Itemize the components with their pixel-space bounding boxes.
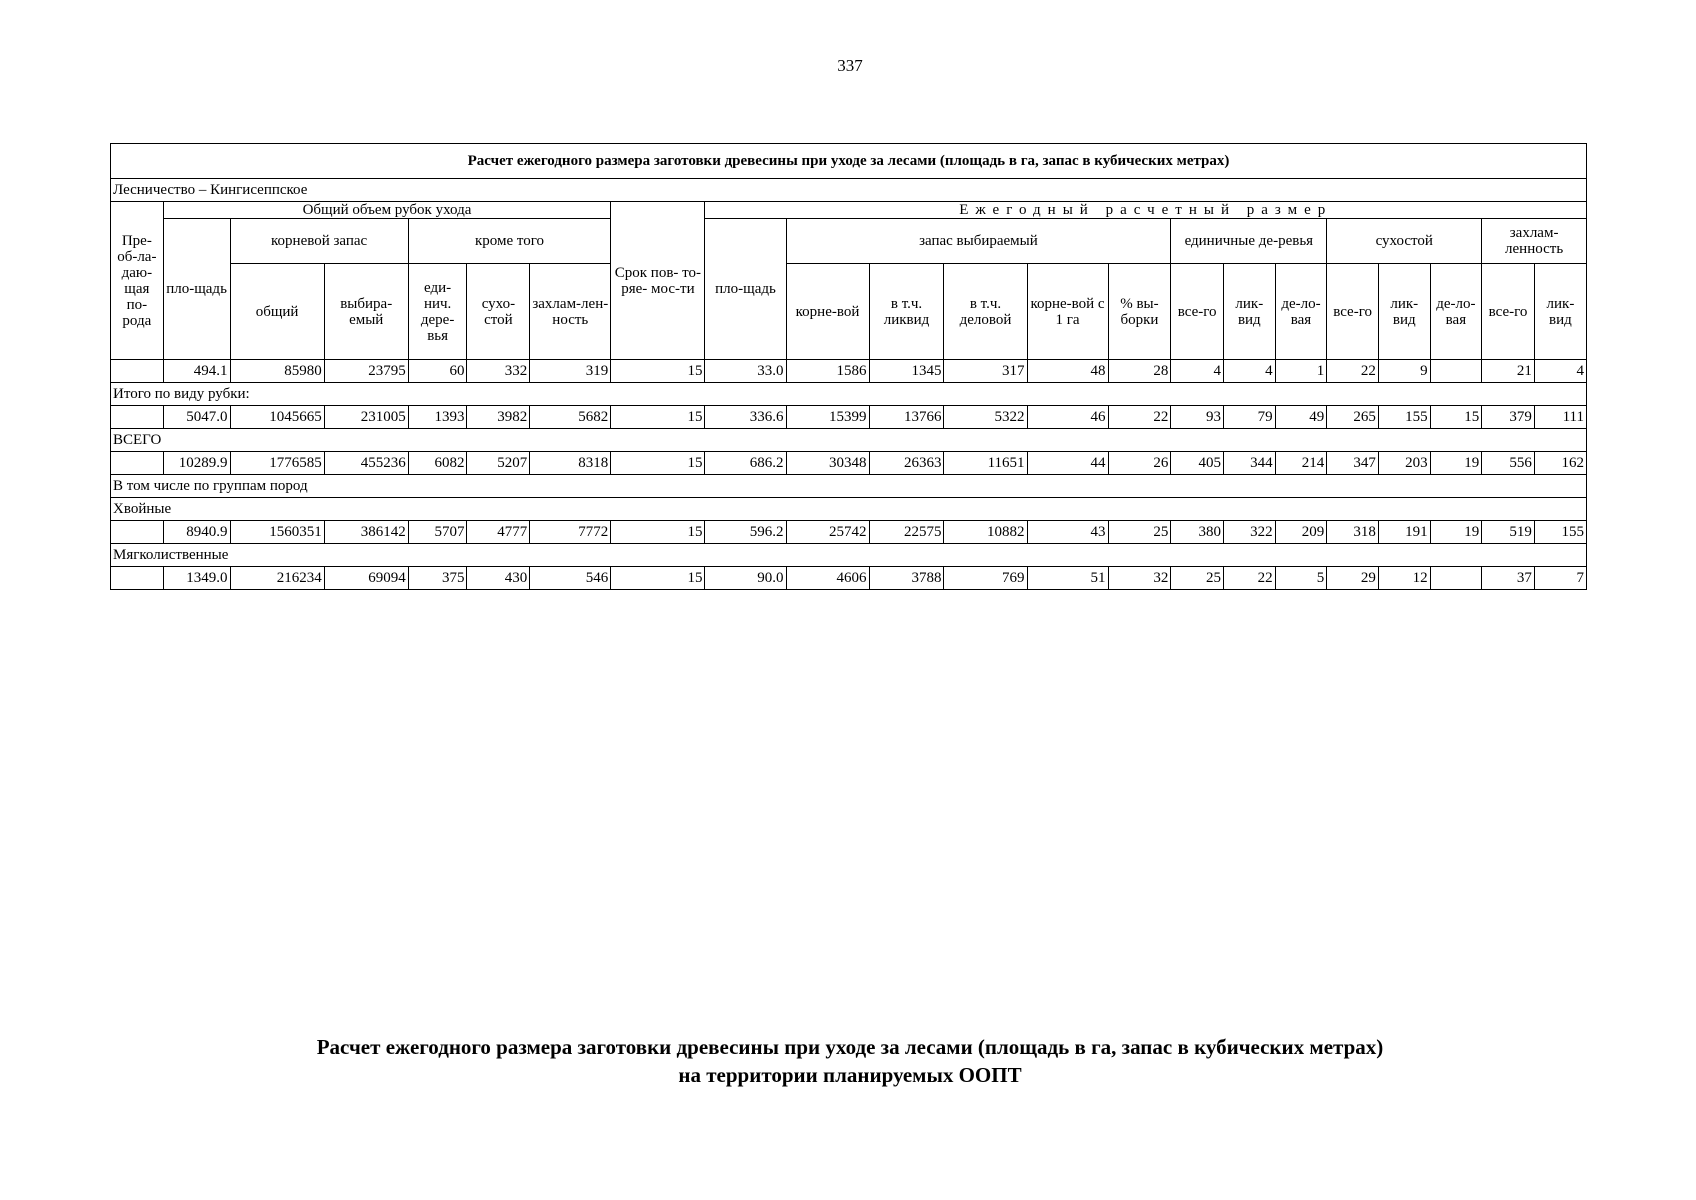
table-cell: 90.0 <box>705 567 786 590</box>
table-cell: 1345 <box>869 360 944 383</box>
forestry-name: Лесничество – Кингисеппское <box>111 179 1587 202</box>
table-cell: 15 <box>611 452 705 475</box>
header-deadwood: сухо-стой <box>467 264 530 360</box>
table-cell: 9 <box>1378 360 1430 383</box>
table-cell: 214 <box>1275 452 1327 475</box>
table-cell: 29 <box>1327 567 1379 590</box>
header-litter: захлам-лен-ность <box>530 264 611 360</box>
table-cell: 33.0 <box>705 360 786 383</box>
table-cell: 5047.0 <box>163 406 230 429</box>
table-cell <box>111 406 164 429</box>
table-cell: 203 <box>1378 452 1430 475</box>
table-cell: 15 <box>611 567 705 590</box>
table-cell: 43 <box>1027 521 1108 544</box>
caption-line-1: Расчет ежегодного размера заготовки древесины при уходе за лесами (площадь в га, запас в кубических метрах) <box>316 1035 1384 1059</box>
table-cell: 347 <box>1327 452 1379 475</box>
section-label: Мягколиственные <box>111 544 1587 567</box>
table-cell: 4 <box>1224 360 1276 383</box>
table-row <box>111 567 1587 590</box>
table-cell: 386142 <box>324 521 408 544</box>
header-pct-selection: % вы-борки <box>1108 264 1171 360</box>
table-cell: 8940.9 <box>163 521 230 544</box>
table-cell: 319 <box>530 360 611 383</box>
table-cell: 22575 <box>869 521 944 544</box>
table-cell: 15 <box>611 406 705 429</box>
table-cell: 22 <box>1224 567 1276 590</box>
table-cell: 25 <box>1171 567 1224 590</box>
table-cell: 494.1 <box>163 360 230 383</box>
table-cell: 3788 <box>869 567 944 590</box>
table-cell: 455236 <box>324 452 408 475</box>
table-cell: 13766 <box>869 406 944 429</box>
table-cell: 5322 <box>944 406 1027 429</box>
table-cell: 1586 <box>786 360 869 383</box>
table-cell: 379 <box>1482 406 1535 429</box>
table-cell: 60 <box>408 360 467 383</box>
table-cell: 162 <box>1534 452 1586 475</box>
table-cell: 344 <box>1224 452 1276 475</box>
table-cell: 322 <box>1224 521 1276 544</box>
table-cell: 28 <box>1108 360 1171 383</box>
table-cell: 317 <box>944 360 1027 383</box>
header-single-trees: еди-нич. дере-вья <box>408 264 467 360</box>
table-cell: 85980 <box>230 360 324 383</box>
table-cell: 11651 <box>944 452 1027 475</box>
table-cell: 1 <box>1275 360 1327 383</box>
table-cell: 380 <box>1171 521 1224 544</box>
header-litter-liquid: лик-вид <box>1534 264 1586 360</box>
table-cell: 596.2 <box>705 521 786 544</box>
header-total-volume: Общий объем рубок ухода <box>163 202 611 219</box>
table-cell: 79 <box>1224 406 1276 429</box>
section-label: Итого по виду рубки: <box>111 383 1587 406</box>
header-litter-group: захлам-ленность <box>1482 219 1587 264</box>
table-cell <box>111 521 164 544</box>
table-cell: 25 <box>1108 521 1171 544</box>
header-repeat-period: Срок пов- то-ряе- мос-ти <box>611 202 705 360</box>
table-cell: 37 <box>1482 567 1535 590</box>
table-cell: 93 <box>1171 406 1224 429</box>
table-cell: 265 <box>1327 406 1379 429</box>
table-cell: 4777 <box>467 521 530 544</box>
table-cell: 430 <box>467 567 530 590</box>
table-cell: 26363 <box>869 452 944 475</box>
table-cell: 48 <box>1027 360 1108 383</box>
table-cell: 519 <box>1482 521 1535 544</box>
table-cell: 1045665 <box>230 406 324 429</box>
table-cell <box>1430 567 1482 590</box>
header-except: кроме того <box>408 219 611 264</box>
table-cell: 155 <box>1378 406 1430 429</box>
page-number: 337 <box>837 56 863 75</box>
table-cell: 22 <box>1327 360 1379 383</box>
table-cell: 10289.9 <box>163 452 230 475</box>
table-cell: 5207 <box>467 452 530 475</box>
table-cell: 4606 <box>786 567 869 590</box>
table-cell: 318 <box>1327 521 1379 544</box>
table-cell: 111 <box>1534 406 1586 429</box>
table-cell: 22 <box>1108 406 1171 429</box>
table-cell: 44 <box>1027 452 1108 475</box>
header-area: пло-щадь <box>163 219 230 360</box>
table-cell: 375 <box>408 567 467 590</box>
table-cell: 5707 <box>408 521 467 544</box>
table-cell: 15 <box>611 521 705 544</box>
table-row <box>111 452 1587 475</box>
table-cell: 546 <box>530 567 611 590</box>
header-single-all: все-го <box>1171 264 1224 360</box>
table-cell <box>111 452 164 475</box>
caption-line-2: на территории планируемых ООПТ <box>678 1063 1022 1087</box>
table-cell: 155 <box>1534 521 1586 544</box>
header-incl-liquid: в т.ч. ликвид <box>869 264 944 360</box>
table-cell: 191 <box>1378 521 1430 544</box>
table-cell: 46 <box>1027 406 1108 429</box>
table-cell: 21 <box>1482 360 1535 383</box>
header-annual-area: пло-щадь <box>705 219 786 360</box>
table-cell: 405 <box>1171 452 1224 475</box>
table-cell: 26 <box>1108 452 1171 475</box>
header-deadwood-group: сухостой <box>1327 219 1482 264</box>
section-label: ВСЕГО <box>111 429 1587 452</box>
header-annual-size: Ежегодный расчетный размер <box>705 202 1587 219</box>
table-cell: 1393 <box>408 406 467 429</box>
table-row <box>111 360 1587 383</box>
table-cell: 5 <box>1275 567 1327 590</box>
table-cell: 51 <box>1027 567 1108 590</box>
table-cell: 332 <box>467 360 530 383</box>
table-cell: 4 <box>1534 360 1586 383</box>
header-stock-harvested: запас выбираемый <box>786 219 1171 264</box>
table-cell: 4 <box>1171 360 1224 383</box>
header-incl-business: в т.ч. деловой <box>944 264 1027 360</box>
table-cell: 209 <box>1275 521 1327 544</box>
table-cell <box>111 360 164 383</box>
header-root-per-ha: корне-вой с 1 га <box>1027 264 1108 360</box>
table-cell: 15399 <box>786 406 869 429</box>
table-cell: 336.6 <box>705 406 786 429</box>
table-cell: 6082 <box>408 452 467 475</box>
header-deadwood-liquid: лик-вид <box>1378 264 1430 360</box>
table-cell: 1349.0 <box>163 567 230 590</box>
section-caption <box>0 1033 1696 1089</box>
table-cell: 769 <box>944 567 1027 590</box>
header-harvested: выбира-емый <box>324 264 408 360</box>
table-cell: 7772 <box>530 521 611 544</box>
section-label: Хвойные <box>111 498 1587 521</box>
table-cell <box>1430 360 1482 383</box>
header-deadwood-all: все-го <box>1327 264 1379 360</box>
table-cell: 25742 <box>786 521 869 544</box>
header-single-trees-group: единичные де-ревья <box>1171 219 1327 264</box>
header-single-business: де-ло-вая <box>1275 264 1327 360</box>
table-cell: 19 <box>1430 521 1482 544</box>
table-cell: 49 <box>1275 406 1327 429</box>
table-cell: 32 <box>1108 567 1171 590</box>
table-cell: 30348 <box>786 452 869 475</box>
table-cell: 19 <box>1430 452 1482 475</box>
table-cell: 23795 <box>324 360 408 383</box>
table-cell: 1776585 <box>230 452 324 475</box>
table-cell: 216234 <box>230 567 324 590</box>
table-cell: 15 <box>1430 406 1482 429</box>
table-title: Расчет ежегодного размера заготовки древесины при уходе за лесами (площадь в га, запас в кубических метрах) <box>111 144 1587 179</box>
table-cell: 5682 <box>530 406 611 429</box>
header-total: общий <box>230 264 324 360</box>
header-litter-all: все-го <box>1482 264 1535 360</box>
table-row <box>111 521 1587 544</box>
table-cell: 10882 <box>944 521 1027 544</box>
header-single-liquid: лик-вид <box>1224 264 1276 360</box>
harvest-calculation-table <box>110 143 1587 590</box>
header-root-stock: корневой запас <box>230 219 408 264</box>
section-label: В том числе по группам пород <box>111 475 1587 498</box>
table-cell: 69094 <box>324 567 408 590</box>
table-cell: 231005 <box>324 406 408 429</box>
table-cell: 3982 <box>467 406 530 429</box>
header-deadwood-business: де-ло-вая <box>1430 264 1482 360</box>
table-cell: 7 <box>1534 567 1586 590</box>
table-cell: 1560351 <box>230 521 324 544</box>
table-cell <box>111 567 164 590</box>
table-cell: 8318 <box>530 452 611 475</box>
table-cell: 12 <box>1378 567 1430 590</box>
table-row <box>111 406 1587 429</box>
table-cell: 15 <box>611 360 705 383</box>
table-cell: 686.2 <box>705 452 786 475</box>
header-breed: Пре-об-ла-даю-щая по-рода <box>111 202 164 360</box>
table-cell: 556 <box>1482 452 1535 475</box>
header-root: корне-вой <box>786 264 869 360</box>
